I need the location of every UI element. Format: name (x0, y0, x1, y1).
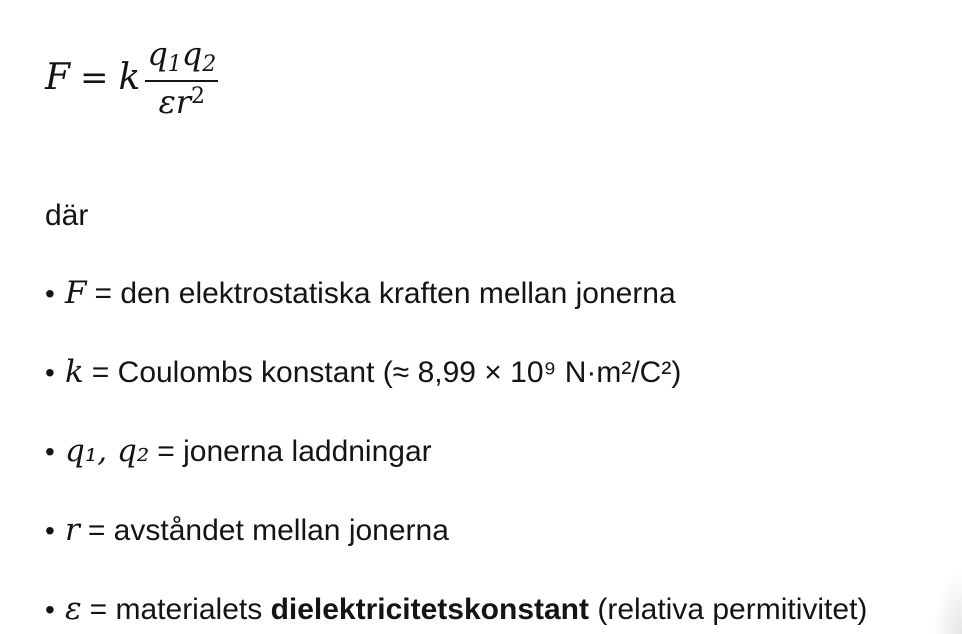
definition-list (45, 276, 962, 627)
fraction-numerator (145, 35, 218, 77)
list-item-k (45, 355, 962, 390)
definition-text-pre: = jonerna laddningar (157, 435, 432, 468)
coulombs-law-formula (45, 35, 962, 121)
formula-equals-sign: = (79, 58, 109, 98)
bullet-icon: • (45, 436, 55, 467)
definition-text (90, 593, 868, 627)
definition-text-bold: dielektricitetskonstant (270, 593, 589, 626)
math-symbol-r: r (65, 512, 80, 548)
list-item-q (45, 434, 962, 469)
math-symbol-q1-q2: q₁, q₂ (65, 433, 150, 469)
definition-text (88, 514, 449, 548)
math-symbol-k: k (65, 354, 84, 390)
formula-variable-epsilon: ε (158, 83, 176, 121)
document-content (45, 35, 962, 627)
formula-constant-k: k (118, 57, 141, 98)
list-item-epsilon (45, 592, 962, 627)
definition-text (157, 435, 431, 469)
fraction-bar (145, 80, 218, 82)
math-symbol-epsilon: ε (65, 591, 82, 627)
definition-text-post: (relativa permitivitet) (589, 593, 868, 626)
formula-fraction (145, 35, 218, 121)
math-symbol-F: F (65, 275, 87, 311)
list-item-F (45, 276, 962, 311)
bullet-icon: • (45, 278, 55, 309)
bullet-icon: • (45, 594, 55, 625)
formula-variable-F: F (45, 57, 70, 98)
fraction-denominator (157, 83, 207, 121)
list-item-r (45, 513, 962, 548)
formula-variable-q1: q (147, 35, 168, 73)
bullet-icon: • (45, 515, 55, 546)
subscript-1: 1 (167, 52, 182, 77)
formula-variable-r: r (175, 83, 192, 121)
subscript-2: 2 (202, 52, 217, 77)
definition-text-pre: = den elektrostatiska kraften mellan jonerna (94, 277, 676, 310)
definition-text (95, 277, 676, 311)
bullet-icon: • (45, 357, 55, 388)
definition-text-pre: = materialets (89, 593, 271, 626)
definition-text-pre: = avståndet mellan jonerna (87, 514, 449, 547)
intro-text: där (45, 199, 89, 232)
definition-text (92, 356, 682, 390)
superscript-2: 2 (191, 84, 206, 109)
definition-text-pre: = Coulombs konstant (≈ 8,99 × 10⁹ N·m²/C²) (91, 356, 682, 389)
formula-variable-q2: q (181, 35, 203, 73)
